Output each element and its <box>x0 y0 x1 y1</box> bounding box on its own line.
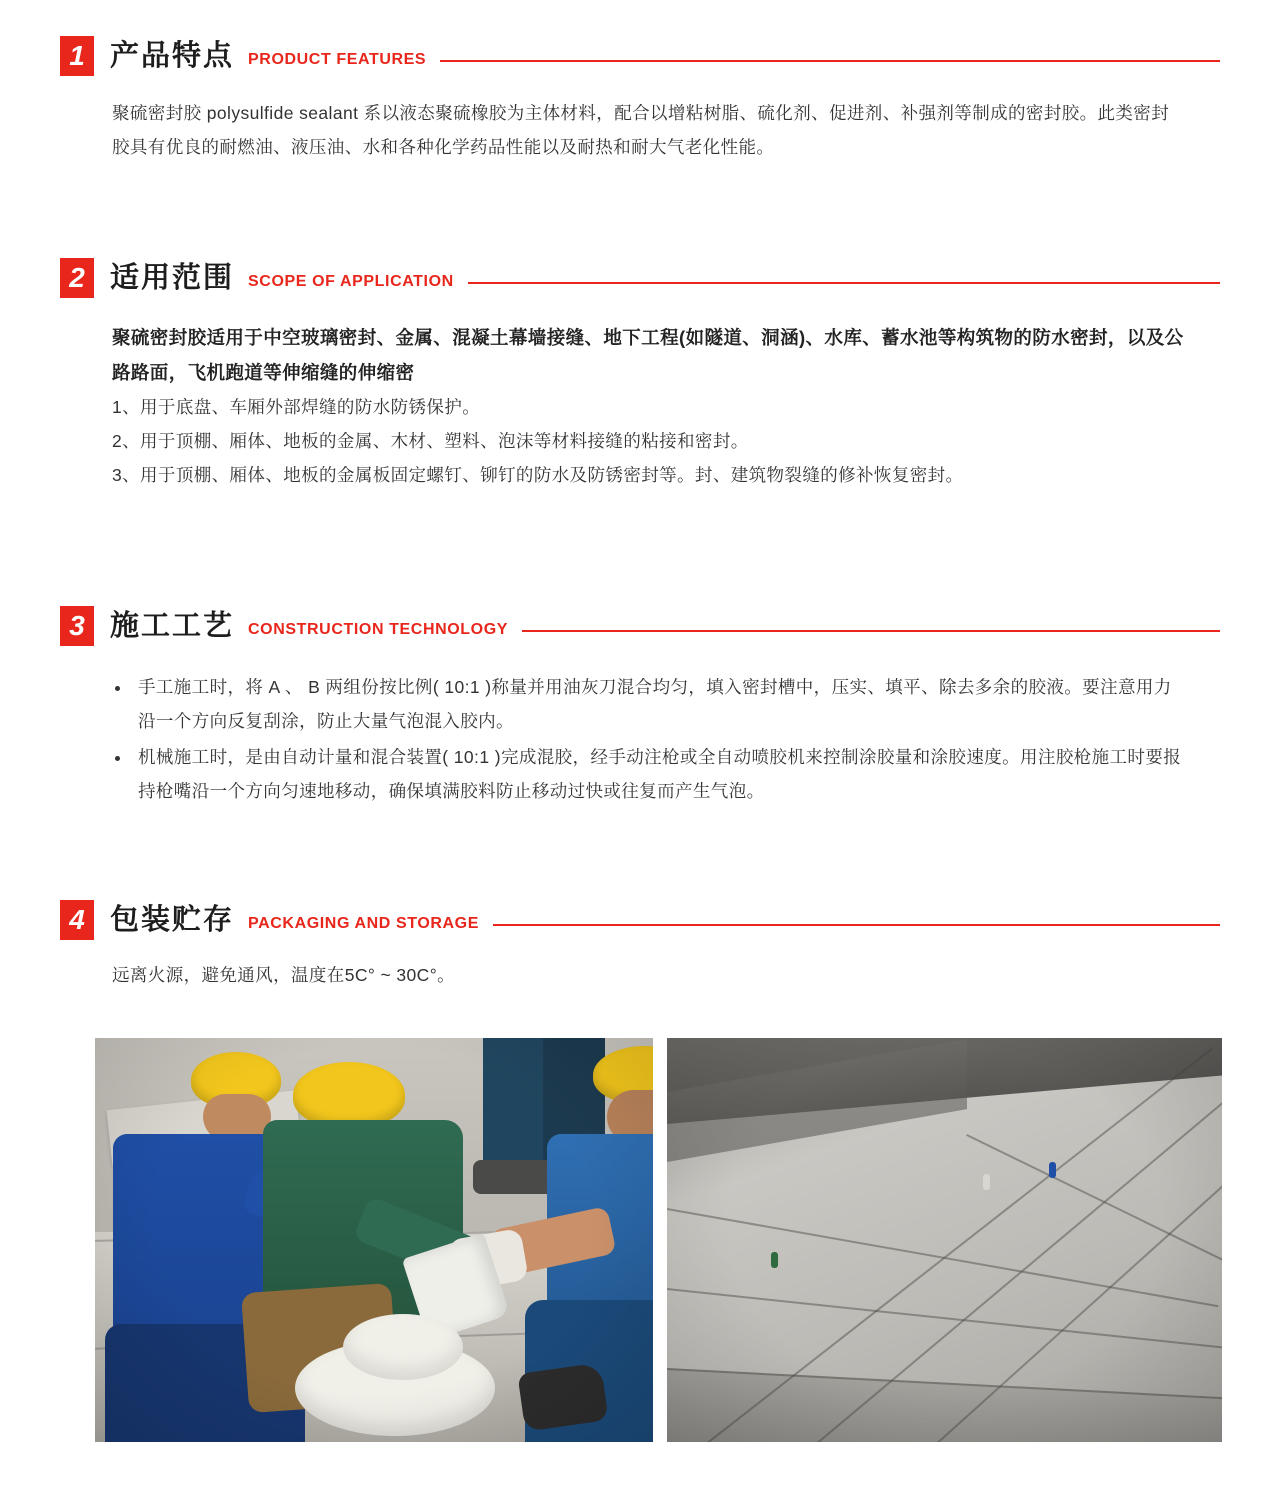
section-number-badge: 2 <box>60 258 94 298</box>
section-heading <box>60 898 1220 942</box>
section-body <box>112 670 1184 808</box>
black-bag <box>517 1362 608 1431</box>
worker-on-slope <box>771 1252 778 1268</box>
list-item: 1、用于底盘、车厢外部焊缝的防水防锈保护。 <box>112 397 481 417</box>
heading-rule <box>493 924 1220 926</box>
section-heading <box>60 34 1220 78</box>
section-packaging-and-storage <box>0 898 1280 992</box>
section-heading <box>60 256 1220 300</box>
section-title-en: CONSTRUCTION TECHNOLOGY <box>248 621 509 638</box>
section-title-en: SCOPE OF APPLICATION <box>248 273 454 290</box>
section-title-cn: 适用范围 <box>110 261 235 294</box>
heading-rule <box>468 282 1220 284</box>
section-body <box>112 96 1184 164</box>
heading-rule <box>522 630 1220 632</box>
spacer <box>0 810 1280 898</box>
section-title-cn: 施工工艺 <box>110 609 235 642</box>
paragraph: 聚硫密封胶 polysulfide sealant 系以液态聚硫橡胶为主体材料，配合以增粘树脂、硫化剂、促进剂、补强剂等制成的密封胶。此类密封胶具有优良的耐燃油、液压油、水和各种化学药品性能以及耐热和耐大气老化性能。 <box>112 103 1170 157</box>
section-heading <box>60 604 1220 648</box>
section-title-en: PRODUCT FEATURES <box>248 51 427 68</box>
yellow-helmet <box>293 1062 405 1128</box>
section-number-badge: 3 <box>60 606 94 646</box>
section-title-cn: 产品特点 <box>110 39 235 72</box>
list-item: • 手工施工时，将 A 、 B 两组份按比例( 10:1 )称量并用油灰刀混合均匀，填入密封槽中，压实、填平、除去多余的胶液。要注意用力沿一个方向反复刮涂，防止大量气泡混入胶内。 <box>132 670 1184 738</box>
photo-row <box>95 1038 1220 1442</box>
spacer <box>0 164 1280 256</box>
section-scope-of-application <box>0 256 1280 492</box>
section-number-badge: 4 <box>60 900 94 940</box>
list-item: • 机械施工时，是由自动计量和混合装置( 10:1 )完成混胶，经手动注枪或全自动喷胶机来控制涂胶量和涂胶速度。用注胶枪施工时要报持枪嘴沿一个方向匀速地移动，确保填满胶料防止移动过快或往复而产生气泡。 <box>132 740 1184 808</box>
section-title-cn: 包装贮存 <box>110 903 235 936</box>
section-construction-technology <box>0 604 1280 808</box>
section-product-features <box>0 0 1280 164</box>
worker-on-slope <box>983 1174 990 1190</box>
sealant-mass <box>343 1314 463 1380</box>
section-body <box>112 320 1184 492</box>
section-body <box>112 958 1184 992</box>
section-number-badge: 1 <box>60 36 94 76</box>
dam-slope-joint-sealing-photo <box>667 1038 1222 1442</box>
bullet-list <box>112 670 1184 808</box>
paragraph: 远离火源，避免通风，温度在5C° ~ 30C°。 <box>112 965 456 985</box>
lead-paragraph: 聚硫密封胶适用于中空玻璃密封、金属、混凝土幕墙接缝、地下工程(如隧道、洞涵)、水库、蓄水池等构筑物的防水密封，以及公路路面，飞机跑道等伸缩缝的伸缩密 <box>112 327 1184 383</box>
section-title-en: PACKAGING AND STORAGE <box>248 915 479 932</box>
workers-mixing-sealant-photo <box>95 1038 653 1442</box>
list-item: 3、用于顶棚、厢体、地板的金属板固定螺钉、铆钉的防水及防锈密封等。封、建筑物裂缝的修补恢复密封。 <box>112 465 964 485</box>
worker-on-slope <box>1049 1162 1056 1178</box>
list-item: 2、用于顶棚、厢体、地板的金属、木材、塑料、泡沫等材料接缝的粘接和密封。 <box>112 431 749 451</box>
spacer <box>0 492 1280 604</box>
heading-rule <box>440 60 1220 62</box>
